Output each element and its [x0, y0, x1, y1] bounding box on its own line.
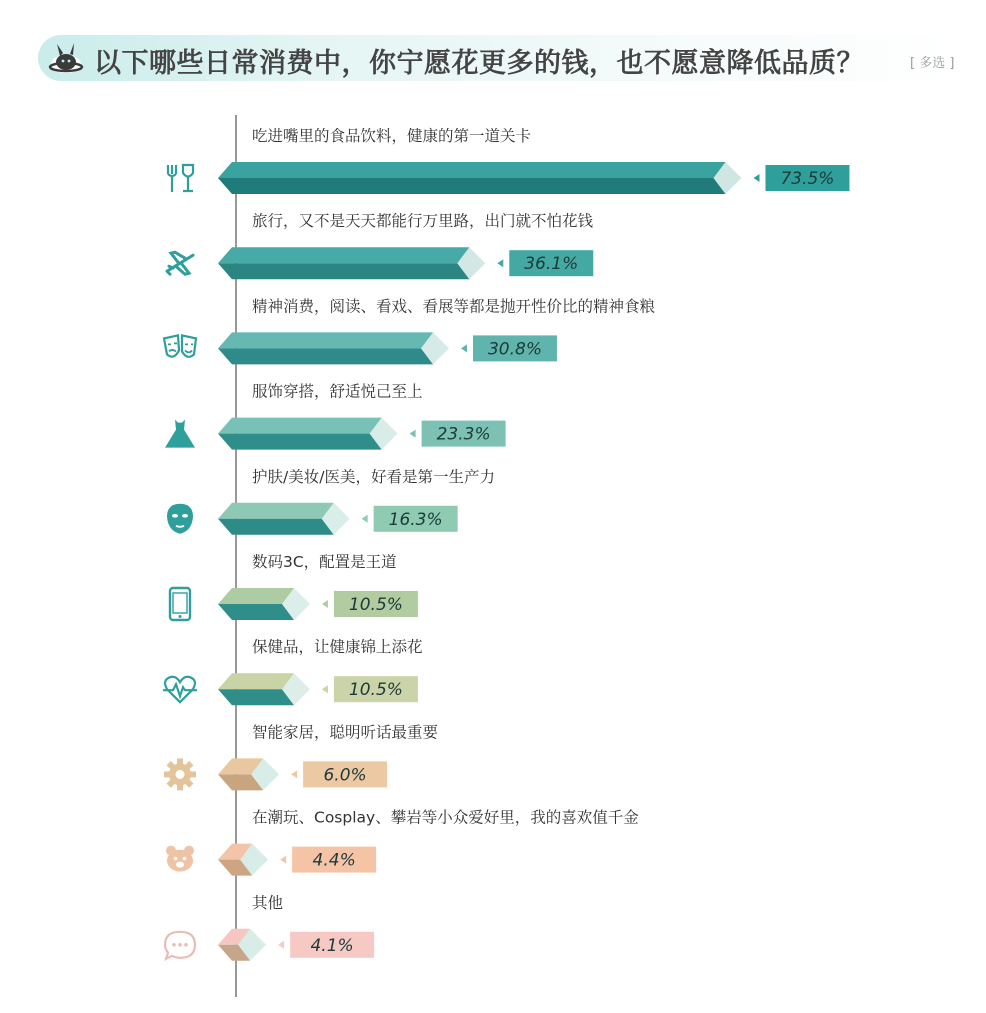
- smartphone-icon: [170, 588, 190, 620]
- value-label: 10.5%: [348, 595, 403, 615]
- category-label: 精神消费，阅读、看戏、看展等都是抛开性价比的精神食粮: [252, 297, 656, 316]
- chart-title: 以下哪些日常消费中，你宁愿花更多的钱，也不愿意降低品质？: [94, 48, 864, 79]
- bar-bottom: [218, 178, 725, 194]
- bar-top: [218, 332, 433, 348]
- bar-bottom: [218, 434, 382, 450]
- category-label: 服饰穿搭，舒适悦己至上: [252, 382, 423, 401]
- bar-top: [218, 162, 725, 178]
- value-label: 23.3%: [436, 424, 491, 445]
- bar-top: [218, 247, 469, 263]
- value-pointer: [753, 174, 759, 182]
- value-pointer: [497, 259, 503, 267]
- chat-bubble-icon: [165, 932, 195, 959]
- cutlery-wine-icon: [168, 165, 193, 192]
- value-label: 4.4%: [312, 850, 356, 871]
- category-label: 旅行，又不是天天都能行万里路，出门就不怕花钱: [252, 212, 594, 231]
- multi-select-tag: [ 多选 ]: [910, 56, 955, 71]
- category-label: 在潮玩、Cosplay、攀岩等小众爱好里，我的喜欢值千金: [252, 808, 639, 827]
- value-pointer: [322, 685, 328, 693]
- bar-bottom: [218, 604, 294, 620]
- category-label: 智能家居，聪明听话最重要: [252, 723, 439, 742]
- icons-layer: [163, 165, 197, 959]
- value-label: 4.1%: [310, 935, 354, 956]
- airplane-icon: [167, 252, 193, 274]
- bar-bottom: [218, 689, 294, 705]
- bar-bottom: [218, 348, 433, 364]
- theater-masks-icon: [164, 335, 196, 356]
- category-label: 数码3C，配置是王道: [252, 553, 397, 571]
- bar-top: [218, 673, 294, 689]
- value-label: 6.0%: [323, 765, 367, 786]
- bar-top: [218, 503, 334, 519]
- category-label: 保健品，让健康锦上添花: [252, 638, 423, 657]
- value-pointer: [410, 430, 416, 438]
- value-label: 16.3%: [388, 509, 443, 530]
- value-pointer: [278, 941, 284, 949]
- bar-bottom: [218, 263, 469, 279]
- bars-layer: [218, 127, 849, 961]
- value-pointer: [291, 770, 297, 778]
- value-label: 30.8%: [487, 339, 542, 360]
- dress-icon: [165, 420, 195, 448]
- value-label: 10.5%: [348, 680, 403, 701]
- value-pointer: [362, 515, 368, 523]
- category-label: 吃进嘴里的食品饮料，健康的第一道关卡: [252, 127, 532, 145]
- teddy-bear-icon: [166, 846, 194, 872]
- gear-icon: [164, 758, 196, 790]
- value-label: 36.1%: [524, 254, 579, 275]
- value-pointer: [461, 344, 467, 352]
- heart-pulse-icon: [163, 677, 197, 702]
- value-pointer: [280, 856, 286, 864]
- category-label: 其他: [252, 893, 284, 912]
- bar-top: [218, 418, 382, 434]
- bar-bottom: [218, 519, 334, 535]
- value-pointer: [322, 600, 328, 608]
- value-label: 73.5%: [780, 169, 835, 189]
- face-mask-icon: [167, 504, 193, 534]
- category-label: 护肤/美妆/医美，好看是第一生产力: [252, 467, 495, 486]
- bar-top: [218, 588, 294, 604]
